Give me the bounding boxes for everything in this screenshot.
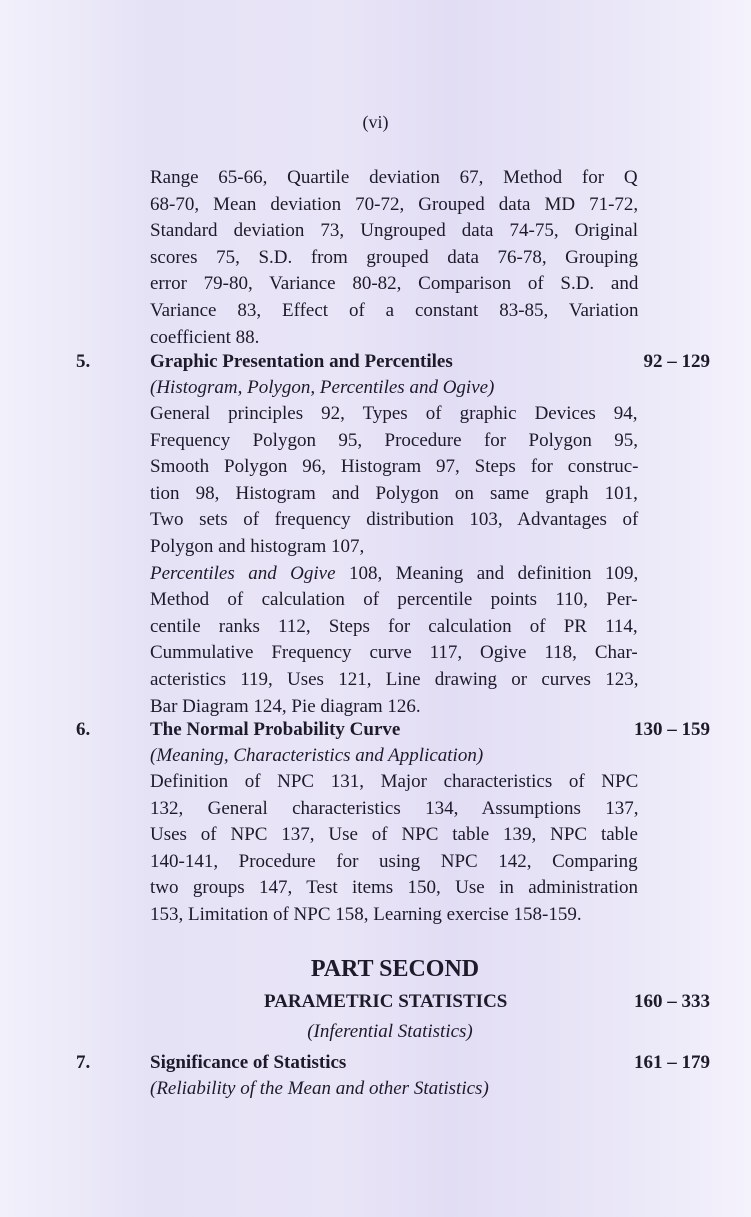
text-line: coefficient 88. [150, 326, 260, 348]
text-line [150, 561, 638, 588]
text-line: Standard deviation 73, Ungrouped data 74-75, Original [150, 220, 639, 242]
text-line: Polygon and histogram 107, [150, 535, 365, 557]
text-line: 68-70, Mean deviation 70-72, Grouped data MD 71-72, [150, 193, 639, 215]
text-line: Range 65-66, Quartile deviation 67, Method for Q [150, 167, 638, 188]
text-line: General principles 92, Types of graphic Devices 94, [150, 403, 638, 424]
text-line: Variance 83, Effect of a constant 83-85, Variation [150, 299, 639, 321]
part-pages: 160 – 333 [634, 991, 710, 1012]
chapter-subtitle: (Reliability of the Mean and other Statistics) [150, 1078, 489, 1099]
part-heading: PART SECOND [310, 956, 480, 982]
chapter-subtitle: (Meaning, Characteristics and Application) [150, 745, 484, 766]
intro-paragraph [150, 165, 638, 351]
chapter-title: The Normal Probability Curve [150, 719, 401, 740]
text-line: Bar Diagram 124, Pie diagram 126. [150, 695, 421, 717]
chapter-number: 5. [76, 351, 91, 372]
page-number: (vi) [362, 112, 389, 132]
text-line: Frequency Polygon 95, Procedure for Polygon 95, [150, 429, 639, 451]
text-line: Smooth Polygon 96, Histogram 97, Steps for construc- [150, 456, 639, 478]
chapter-number: 7. [76, 1052, 91, 1073]
chapter-number: 6. [76, 719, 91, 740]
text-line: 153, Limitation of NPC 158, Learning exercise 158-159. [150, 903, 582, 925]
chapter-pages: 161 – 179 [634, 1052, 710, 1073]
text-line: Method of calculation of percentile points 110, Per- [150, 589, 638, 611]
section-lead: Percentiles and Ogive [150, 562, 336, 584]
text-line: Cummulative Frequency curve 117, Ogive 118, Char- [150, 642, 638, 664]
text-line: 140-141, Procedure for using NPC 142, Comparing [150, 850, 638, 872]
chapter-pages: 92 – 129 [643, 351, 710, 372]
part-subtitle: (Inferential Statistics) [307, 1021, 473, 1042]
text-line: acteristics 119, Uses 121, Line drawing or curves 123, [150, 668, 639, 690]
chapter-pages: 130 – 159 [634, 719, 710, 740]
chapter-title: Significance of Statistics [150, 1052, 347, 1073]
part-title: PARAMETRIC STATISTICS [264, 991, 508, 1012]
text-line: Two sets of frequency distribution 103, Advantages of [150, 509, 639, 531]
chapter-title: Graphic Presentation and Percentiles [150, 351, 453, 372]
text-line: Uses of NPC 137, Use of NPC table 139, NPC table [150, 824, 638, 846]
text-line: two groups 147, Test items 150, Use in administration [150, 877, 639, 899]
text-line: Definition of NPC 131, Major characteristics of NPC [150, 771, 639, 792]
chapter-contents [150, 769, 638, 929]
text-line: centile ranks 112, Steps for calculation of PR 114, [150, 615, 638, 637]
text-line: scores 75, S.D. from grouped data 76-78, Grouping [150, 246, 639, 268]
text-line: tion 98, Histogram and Polygon on same graph 101, [150, 482, 638, 504]
text-line: error 79-80, Variance 80-82, Comparison of S.D. and [150, 273, 639, 295]
chapter-subtitle: (Histogram, Polygon, Percentiles and Ogive) [150, 377, 495, 398]
text-fragment: 108, Meaning and definition 109, [335, 562, 639, 584]
chapter-contents [150, 401, 638, 720]
text-line: 132, General characteristics 134, Assumptions 137, [150, 797, 639, 819]
